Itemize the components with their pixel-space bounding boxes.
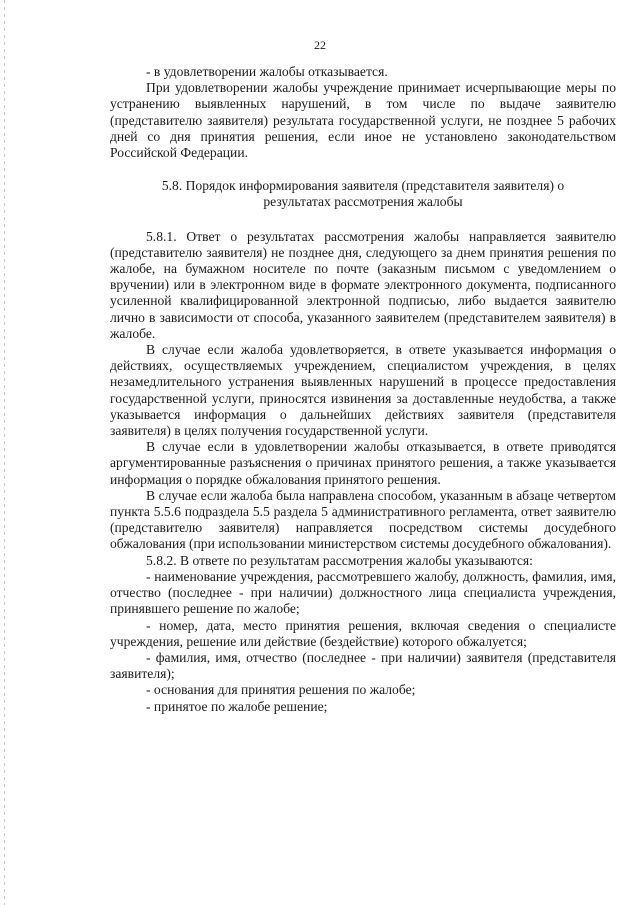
paragraph-pre-trial-system: В случае если жалоба была направлена способом, указанным в абзаце четвертом пункта 5.5.6 подраздела 5.5 раздела 5 административного регламента, ответ заявителю (представителю заявителя) направляется посредством системы досудебного обжалования (при использовании министерством системы досудебного обжалования). <box>110 487 616 552</box>
page-number: 22 <box>314 38 326 52</box>
document-body <box>110 64 616 715</box>
list-item-applicant-name: - фамилия, имя, отчество (последнее - при наличии) заявителя (представителя заявителя); <box>110 649 616 682</box>
section-heading-5-8: 5.8. Порядок информирования заявителя (представителя заявителя) о результатах рассмотрения жалобы <box>161 178 565 210</box>
paragraph-satisfaction-measures: При удовлетворении жалобы учреждение принимает исчерпывающие меры по устранению выявленных нарушений, в том числе по выдаче заявителю (представителю заявителя) результата государственной услуги, не позднее 5 рабочих дней со дня принятия решения, если иное не установлено законодательством Российской Федерации. <box>110 80 616 161</box>
list-item-institution: - наименование учреждения, рассмотревшего жалобу, должность, фамилия, имя, отчество (последнее - при наличии) должностного лица специалиста учреждения, принявшего решение по жалобе; <box>110 568 616 617</box>
list-item-decision: - принятое по жалобе решение; <box>146 698 328 714</box>
paragraph-complaint-satisfied: В случае если жалоба удовлетворяется, в ответе указывается информация о действиях, осуществляемых учреждением, специалистом учреждения, в целях незамедлительного устранения выявленных нарушений в процессе предоставления государственной услуги, приносятся извинения за доставленные неудобства, а также указывается информация о дальнейших действиях заявителя (представителя заявителя) в целях получения государственной услуги. <box>110 342 616 439</box>
list-item-grounds: - основания для принятия решения по жалобе; <box>146 682 416 698</box>
paragraph-complaint-refused: В случае если в удовлетворении жалобы отказывается, в ответе приводятся аргументированные разъяснения о причинах принятого решения, а также указывается информация о порядке обжалования принятого решения. <box>110 439 616 487</box>
scan-edge <box>4 0 5 905</box>
list-item-decision-details: - номер, дата, место принятия решения, включая сведения о специалисте учреждения, решение или действие (бездействие) которого обжалуется; <box>110 617 616 649</box>
paragraph-5-8-2: 5.8.2. В ответе по результатам рассмотрения жалобы указываются: <box>146 552 533 568</box>
paragraph-refusal: - в удовлетворении жалобы отказывается. <box>146 64 388 79</box>
paragraph-5-8-1: 5.8.1. Ответ о результатах рассмотрения жалобы направляется заявителю (представителю заявителя) не позднее дня, следующего за днем принятия решения по жалобе, на бумажном носителе по почте (заказным письмом с уведомлением о вручении) или в электронном виде в формате электронного документа, подписанного усиленной квалифицированной электронной подписью, либо выдается заявителю лично в зависимости от способа, указанного заявителем (представителем заявителя) в жалобе. <box>110 228 616 341</box>
